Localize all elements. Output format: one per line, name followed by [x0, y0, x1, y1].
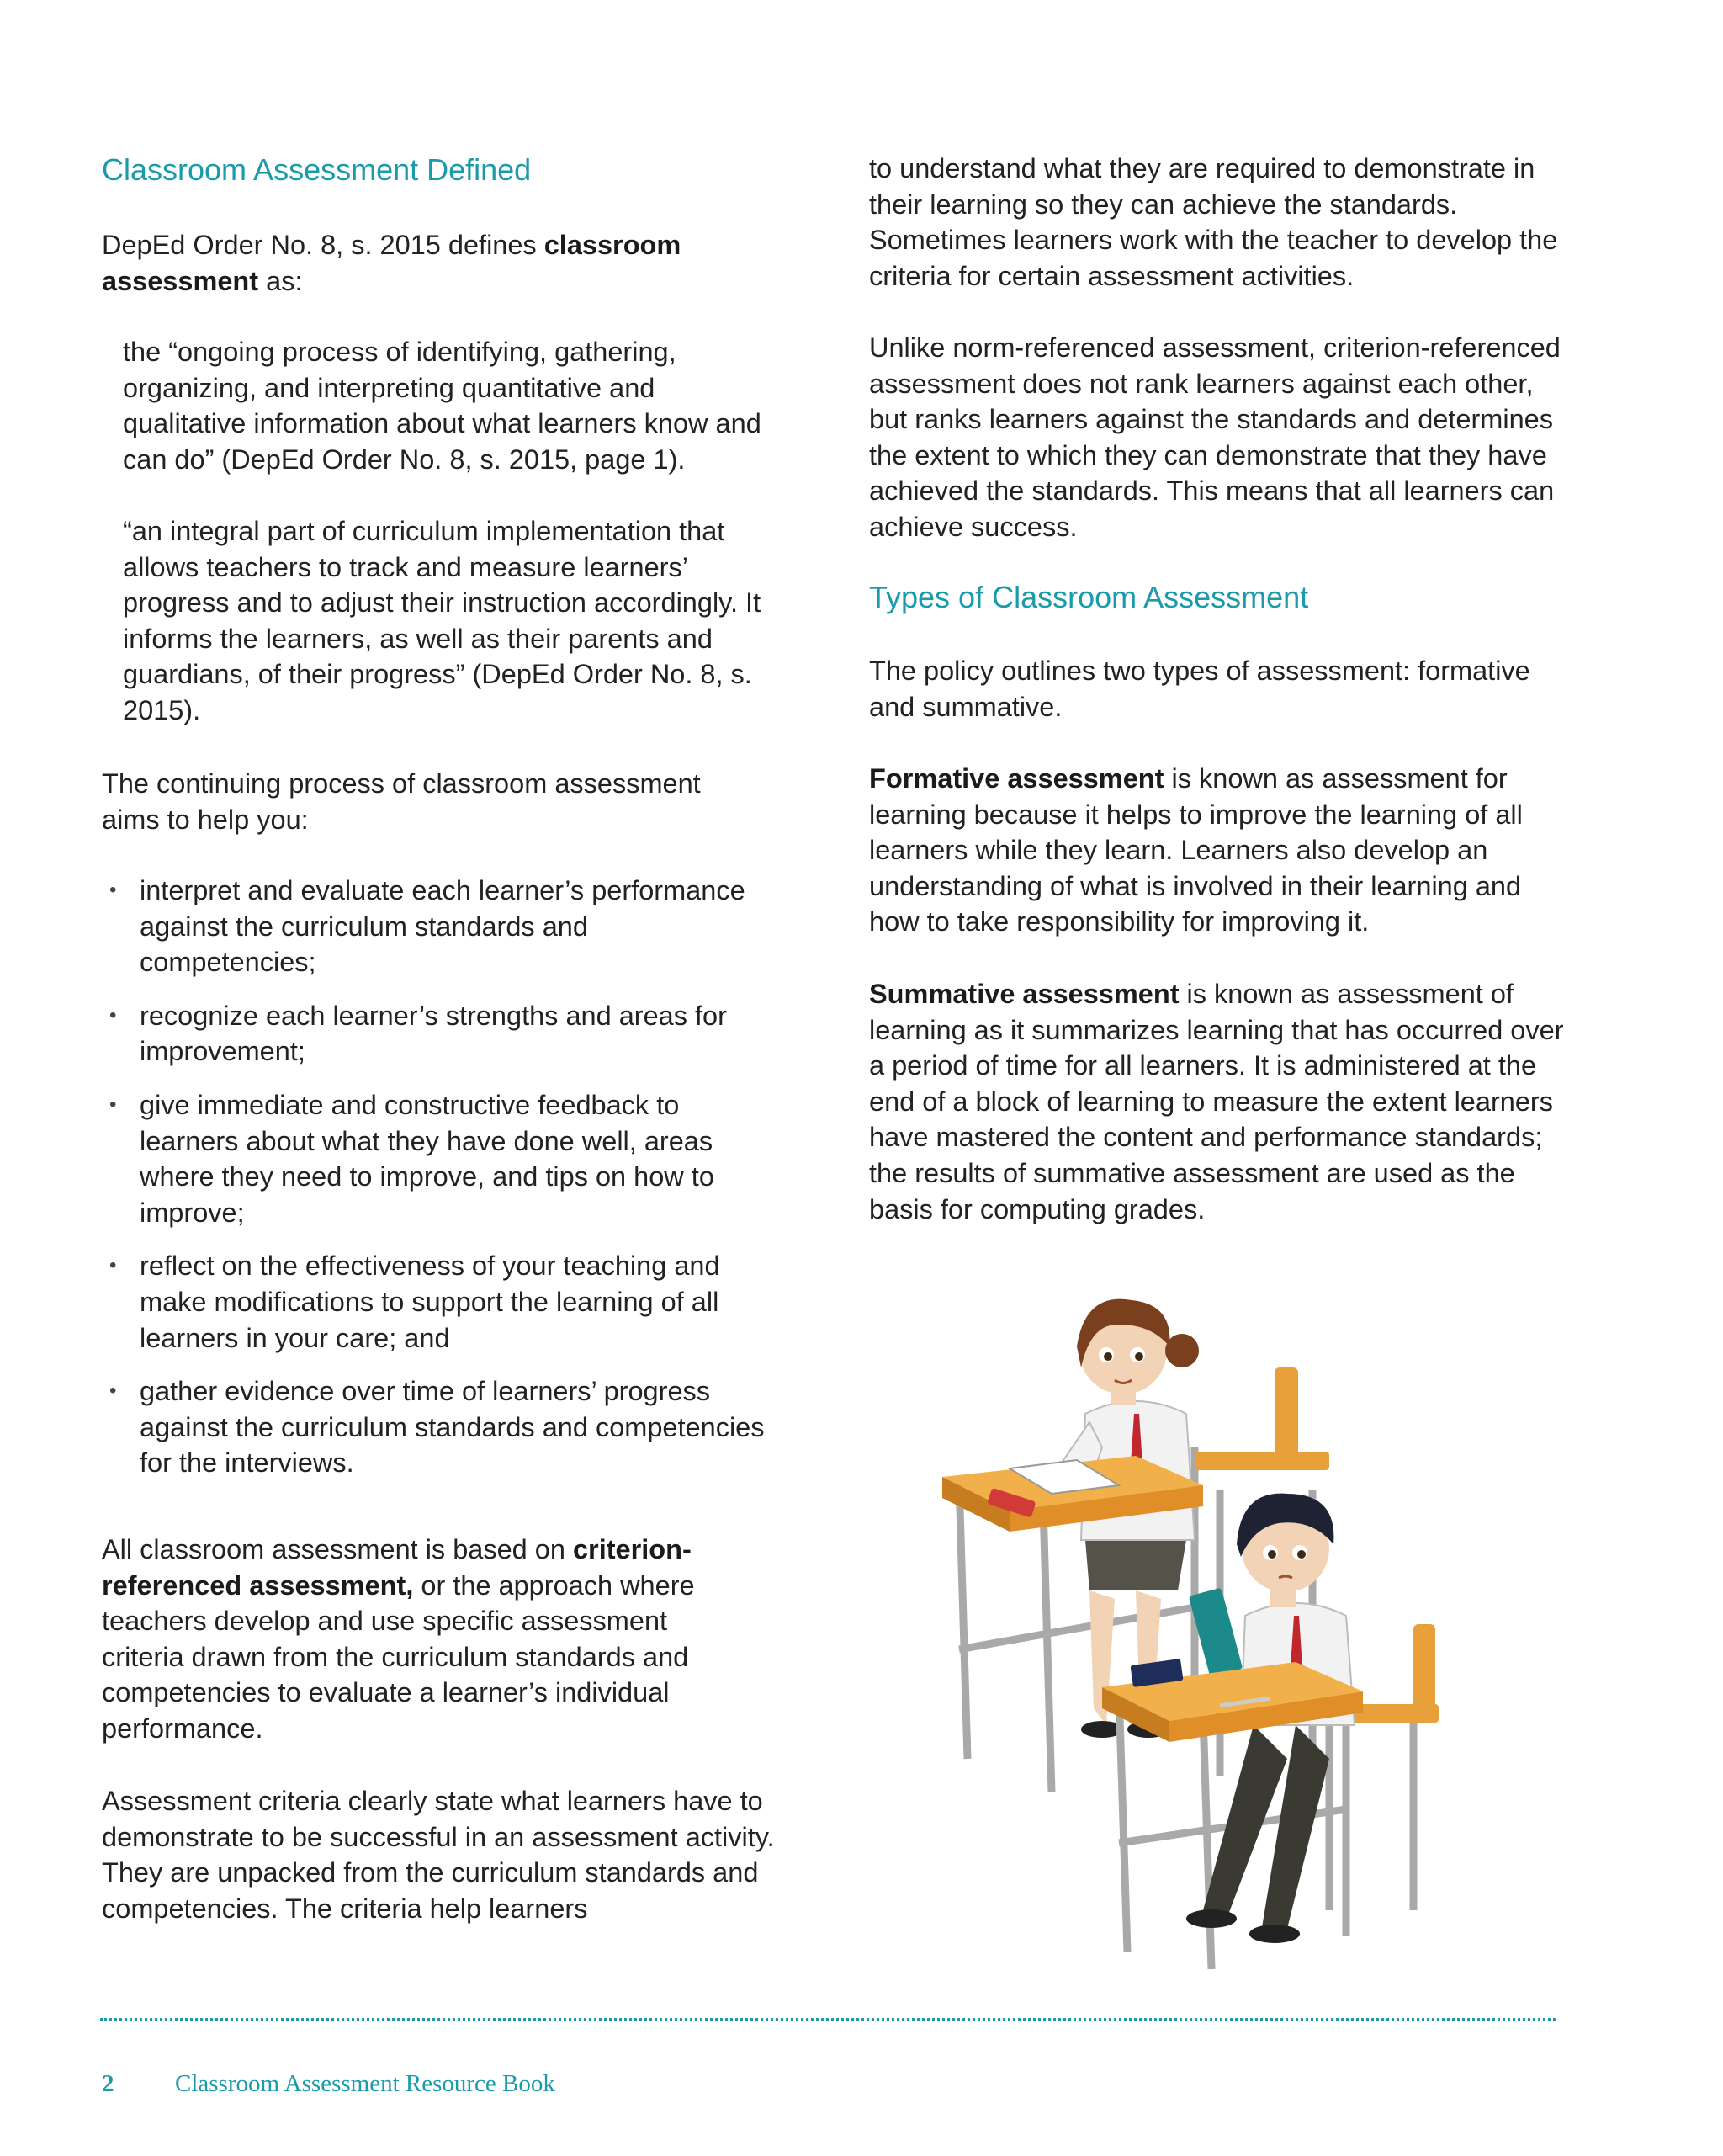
summative-paragraph: [869, 976, 1567, 1227]
formative-text: is known as assessment for learning because it helps to improve the learning of all learners while they learn. Learners also develop an understanding of what is involved in their learning and how to take responsibility for improving it.: [869, 763, 1523, 937]
policy-paragraph: The policy outlines two types of assessment: formative and summative.: [869, 656, 1530, 722]
page-number: 2: [102, 2070, 114, 2097]
criterion-text-end: or the approach where teachers develop and use specific assessment criteria drawn from the curriculum standards and competencies to evaluate a learner’s individual performance.: [102, 1569, 695, 1744]
summative-bold-term: Summative assessment: [869, 979, 1180, 1009]
definition-quote-2: “an integral part of curriculum implementation that allows teachers to track and measure learners’ progress and to adjust their instruction accordingly. It informs the learners, as well as their parents and guardians, of their progress” (DepEd Order No. 8, s. 2015).: [123, 516, 761, 725]
back-chair-back: [1275, 1367, 1298, 1460]
list-item: • interpret and evaluate each learner’s performance against the curriculum standards and competencies;: [102, 873, 766, 980]
back-chair-seat: [1195, 1452, 1329, 1470]
list-item: • gather evidence over time of learners’ progress against the curriculum standards and competencies for the interviews.: [102, 1373, 766, 1481]
intro-text-end: as:: [258, 265, 303, 296]
summative-text: is known as assessment of learning as it summarizes learning that has occurred over a period of time for all learners. It is administered at the end of a block of learning to measure the extent learners have mastered the content and performance standards; the results of summative assessment are used as the basis for computing grades.: [869, 979, 1564, 1224]
students-at-desks-illustration: [942, 1288, 1464, 1978]
section-heading-types-of-assessment: Types of Classroom Assessment: [869, 580, 1309, 614]
footer-divider: [100, 2018, 1556, 2021]
criteria-paragraph: Assessment criteria clearly state what learners have to demonstrate to be successful in an assessment activity. They are unpacked from the curriculum standards and competencies. The criteria help learners: [102, 1786, 775, 1924]
formative-bold-term: Formative assessment: [869, 763, 1164, 794]
intro-bold-term: classroom assessment: [102, 230, 681, 296]
continuation-paragraph: to understand what they are required to demonstrate in their learning so they can achieve the standards. Sometimes learners work with the teacher to develop the criteria for certain assessment activities.: [869, 153, 1558, 291]
aims-bullet-list: [102, 873, 766, 1481]
list-item: • give immediate and constructive feedback to learners about what they have done well, areas where they need to improve, and tips on how to improve;: [102, 1087, 766, 1230]
criterion-bold-term: criterion-referenced assessment,: [102, 1534, 692, 1601]
list-item: • recognize each learner’s strengths and areas for improvement;: [102, 998, 766, 1070]
criterion-text: All classroom assessment is based on: [102, 1534, 573, 1564]
aims-paragraph: The continuing process of classroom assessment aims to help you:: [102, 768, 701, 835]
list-item: • reflect on the effectiveness of your teaching and make modifications to support the learning of all learners in your care; and: [102, 1248, 766, 1356]
intro-paragraph: [102, 227, 691, 299]
criterion-paragraph: [102, 1532, 716, 1747]
definition-quote-1: the “ongoing process of identifying, gathering, organizing, and interpreting quantitative and qualitative information about what learners know and can do” (DepEd Order No. 8, s. 2015, page 1).: [123, 337, 761, 475]
section-heading-classroom-assessment-defined: Classroom Assessment Defined: [102, 152, 532, 187]
formative-paragraph: [869, 761, 1559, 940]
intro-text: DepEd Order No. 8, s. 2015 defines: [102, 230, 544, 260]
footer-book-title: Classroom Assessment Resource Book: [175, 2070, 555, 2097]
norm-referenced-paragraph: Unlike norm-referenced assessment, criterion-referenced assessment does not rank learners against each other, but ranks learners against the standards and determines the extent to which they can demonstrate that they have achieved the standards. This means that all learners can achieve success.: [869, 332, 1561, 542]
front-chair-back: [1413, 1624, 1435, 1717]
